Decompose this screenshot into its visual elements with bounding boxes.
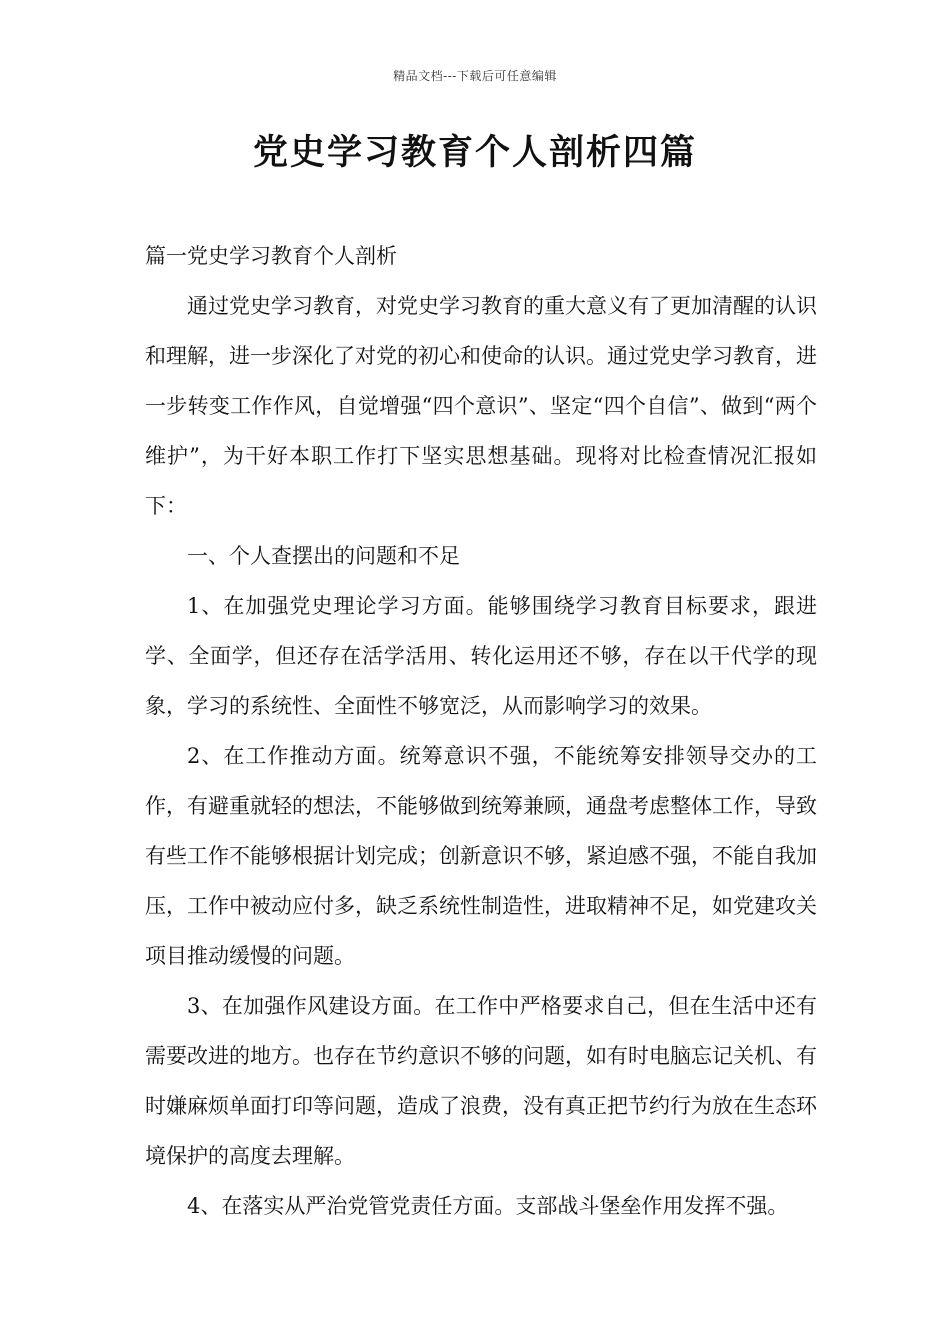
paragraph-heading-problems: 一、个人查摆出的问题和不足 <box>187 544 460 568</box>
paragraph-item-3: 3、在加强作风建设方面。在工作中严格要求自己，但在生活中还有需要改进的地方。也存在节约意识不够的问题，如有时电脑忘记关机、有时嫌麻烦单面打印等问题，造成了浪费，没有真正把节约行为放在生态环境保护的高度去理解。 <box>145 994 817 1168</box>
paragraph-intro: 通过党史学习教育，对党史学习教育的重大意义有了更加清醒的认识和理解，进一步深化了对党的初心和使命的认识。通过党史学习教育，进一步转变工作作风，自觉增强“四个意识”、坚定“四个自信”、做到“两个维护”，为干好本职工作打下坚实思想基础。现将对比检查情况汇报如下： <box>145 294 817 518</box>
header-note: 精品文档---下载后可任意编辑 <box>393 69 557 83</box>
document-body <box>145 231 817 1231</box>
section-heading: 篇一党史学习教育个人剖析 <box>145 244 397 268</box>
paragraph-item-2: 2、在工作推动方面。统筹意识不强，不能统筹安排领导交办的工作，有避重就轻的想法，不能够做到统筹兼顾，通盘考虑整体工作，导致有些工作不能够根据计划完成；创新意识不够，紧迫感不强，不能自我加压，工作中被动应付多，缺乏系统性制造性，进取精神不足，如党建攻关项目推动缓慢的问题。 <box>145 744 817 968</box>
paragraph-item-4: 4、在落实从严治党管党责任方面。支部战斗堡垒作用发挥不强。 <box>187 1194 789 1218</box>
paragraph-item-1: 1、在加强党史理论学习方面。能够围绕学习教育目标要求，跟进学、全面学，但还存在活学活用、转化运用还不够，存在以干代学的现象，学习的系统性、全面性不够宽泛，从而影响学习的效果。 <box>145 594 817 718</box>
document-title: 党史学习教育个人剖析四篇 <box>252 132 697 173</box>
